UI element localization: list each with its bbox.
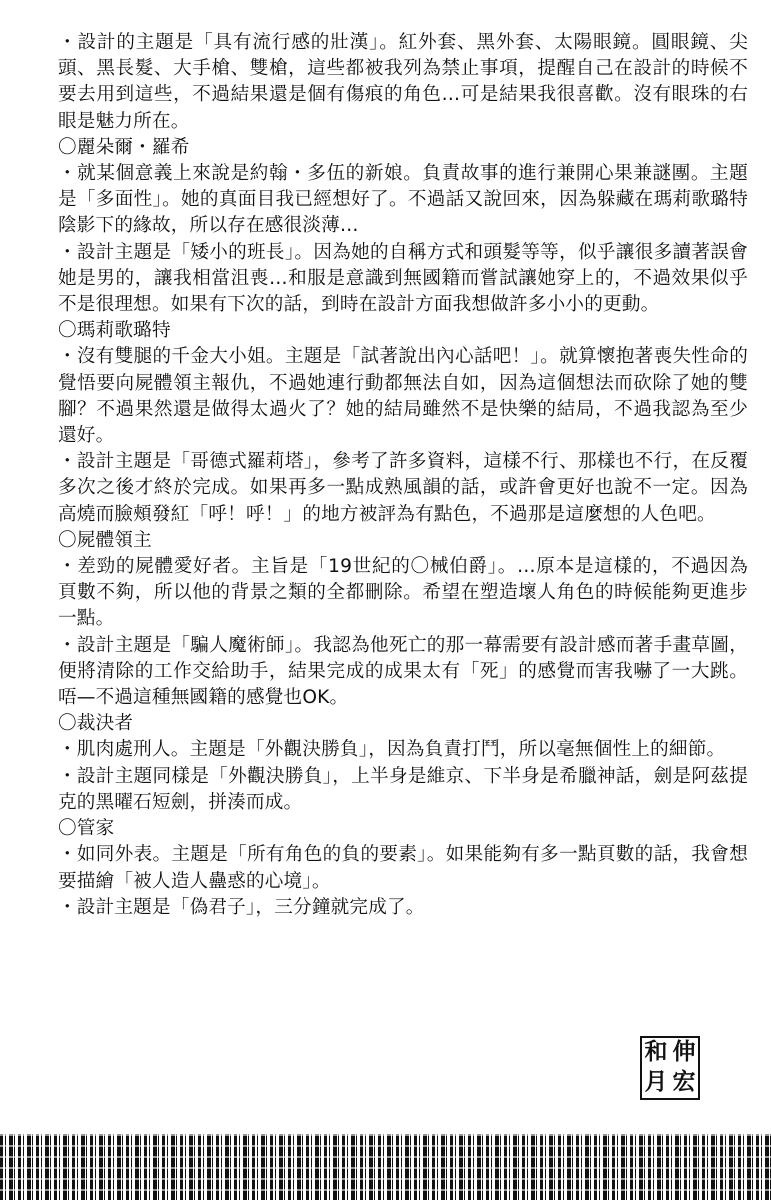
seal-char: 宏 xyxy=(672,1068,696,1095)
paragraph: ・如同外表。主題是「所有角色的負的要素」。如果能夠有多一點頁數的話，我會想要描繪「被人造人蠱惑的心境」。 xyxy=(58,844,748,892)
seal-char: 和 xyxy=(644,1038,668,1065)
character-heading: 〇屍體領主 xyxy=(58,529,152,551)
paragraph: ・肌肉處刑人。主題是「外觀決勝負」，因為負責打鬥，所以毫無個性上的細節。 xyxy=(58,739,726,761)
decorative-barcode-strip xyxy=(0,1134,771,1200)
paragraph: ・設計主題是「哥德式羅莉塔」，參考了許多資料，這樣不行、那樣也不行，在反覆多次之後才終於完成。如果再多一點成熟風韻的話，或許會更好也說不一定。因為高燒而臉頰發紅「呼！呼！」的地方被評為有點色，不過那是這麼想的人色吧。 xyxy=(58,451,748,525)
paragraph: ・設計主題同樣是「外觀決勝負」，上半身是維京、下半身是希臘神話，劍是阿茲提克的黑曜石短劍，拼湊而成。 xyxy=(58,765,748,813)
character-heading: 〇管家 xyxy=(58,818,115,840)
document-body xyxy=(58,30,748,921)
paragraph: ・就某個意義上來說是約翰・多伍的新娘。負責故事的進行兼開心果兼謎團。主題是「多面性」。她的真面目我已經想好了。不過話又說回來，因為躲藏在瑪莉歌璐特陰影下的緣故，所以存在感很淡薄… xyxy=(58,163,748,237)
seal-char: 伸 xyxy=(672,1038,696,1065)
paragraph: ・設計主題是「矮小的班長」。因為她的自稱方式和頭髮等等，似乎讓很多讀著誤會她是男的，讓我相當沮喪…和服是意識到無國籍而嘗試讓她穿上的，不過效果似乎不是很理想。如果有下次的話，到時在設計方面我想做許多小小的更動。 xyxy=(58,241,748,316)
paragraph: ・差勁的屍體愛好者。主旨是「19世紀的〇械伯爵」。…原本是這樣的，不過因為頁數不夠，所以他的背景之類的全都刪除。希望在塑造壞人角色的時候能夠更進步一點。 xyxy=(58,556,748,630)
character-heading: 〇瑪莉歌璐特 xyxy=(58,320,171,342)
paragraph: ・設計主題是「騙人魔術師」。我認為他死亡的那一幕需要有設計感而著手畫草圖，便將清除的工作交給助手，結果完成的成果太有「死」的感覺而害我嚇了一大跳。唔—不過這種無國籍的感覺也OK。 xyxy=(58,634,748,709)
author-seal-stamp xyxy=(640,1036,700,1100)
paragraph: ・沒有雙腿的千金大小姐。主題是「試著說出內心話吧！」。就算懷抱著喪失性命的覺悟要向屍體領主報仇，不過她連行動都無法自如，因為這個想法而砍除了她的雙腳？不過果然還是做得太過火了？她的結局雖然不是快樂的結局，不過我認為至少還好。 xyxy=(58,346,748,447)
character-heading: 〇裁決者 xyxy=(58,713,134,735)
seal-char: 月 xyxy=(644,1068,668,1095)
paragraph: ・設計的主題是「具有流行感的壯漢」。紅外套、黑外套、太陽眼鏡。圓眼鏡、尖頭、黑長髮、大手槍、雙槍，這些都被我列為禁止事項，提醒自己在設計的時候不要去用到這些，不過結果還是個有傷痕的角色…可是結果我很喜歡。沒有眼珠的右眼是魅力所在。 xyxy=(58,32,748,132)
character-heading: 〇麗朵爾・羅希 xyxy=(58,136,190,158)
paragraph: ・設計主題是「偽君子」，三分鐘就完成了。 xyxy=(58,896,425,918)
